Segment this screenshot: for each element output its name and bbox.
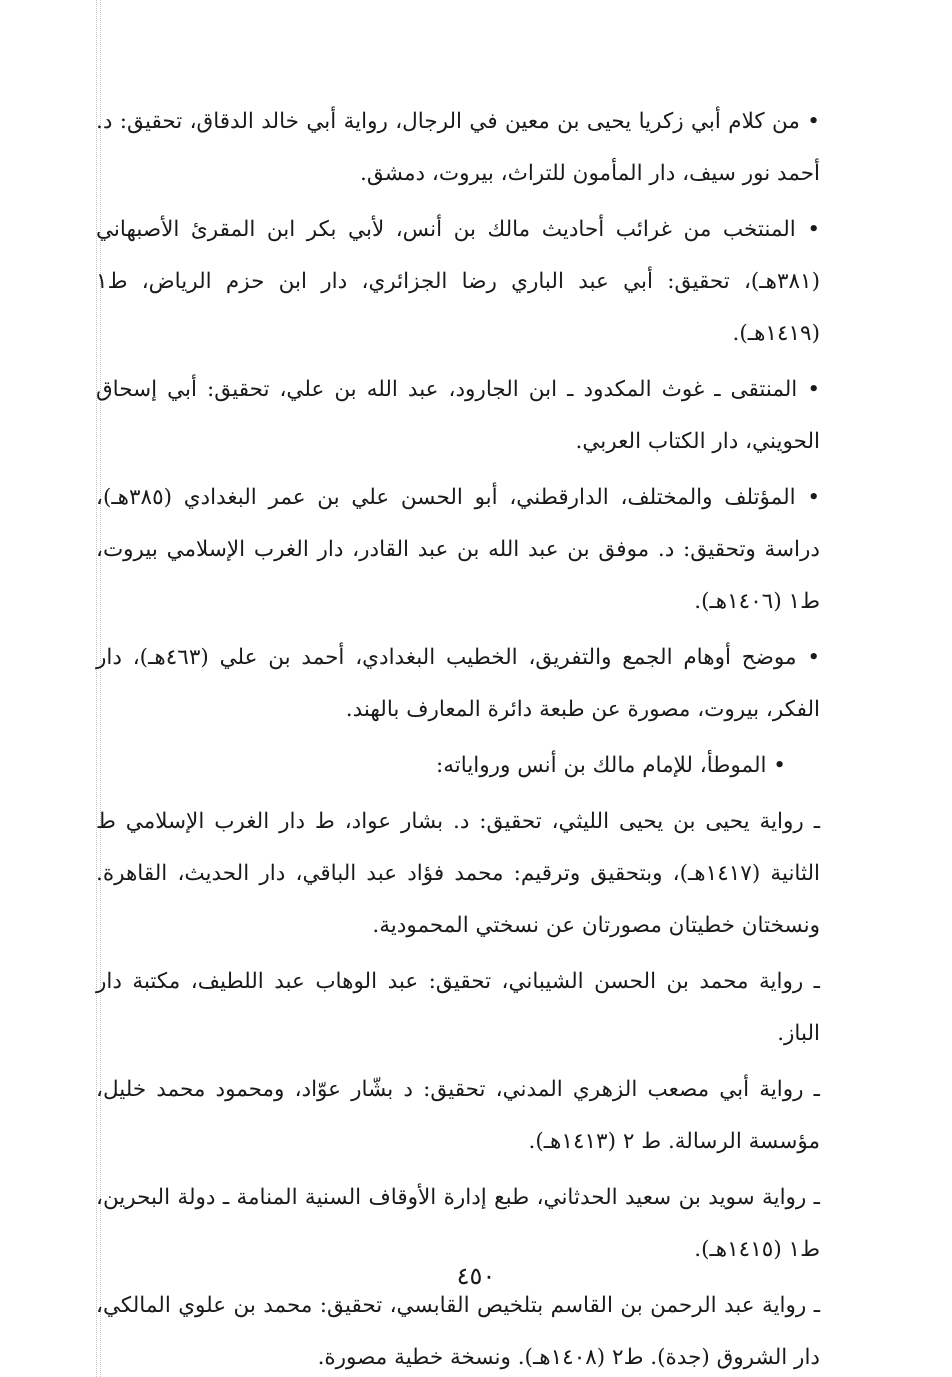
bibliography-entry: • من كلام أبي زكريا يحيى بن معين في الرجال، رواية أبي خالد الدقاق، تحقيق: د. أحمد نور سيف، دار المأمون للتراث، بيروت، دمشق. — [96, 109, 820, 186]
bibliography-sub-entry: ـ رواية محمد بن الحسن الشيباني، تحقيق: عبد الوهاب عبد اللطيف، مكتبة دار الباز. — [96, 969, 820, 1046]
bibliography-sub-entry: ـ رواية سويد بن سعيد الحدثاني، طبع إدارة الأوقاف السنية المنامة ـ دولة البحرين، ط١ (١٤١٥هـ). — [96, 1185, 820, 1262]
bibliography-sub-entry: ـ رواية عبد الرحمن بن القاسم بتلخيص القابسي، تحقيق: محمد بن علوي المالكي، دار الشروق (جدة). ط٢ (١٤٠٨هـ). ونسخة خطية مصورة. — [96, 1293, 820, 1370]
bibliography-entry: • المؤتلف والمختلف، الدارقطني، أبو الحسن علي بن عمر البغدادي (٣٨٥هـ)، دراسة وتحقيق: د. موفق بن عبد الله بن عبد القادر، دار الغرب الإسلامي بيروت، ط١ (١٤٠٦هـ). — [96, 485, 820, 614]
bibliography-list — [96, 96, 820, 1377]
bibliography-entry: • موضح أوهام الجمع والتفريق، الخطيب البغدادي، أحمد بن علي (٤٦٣هـ)، دار الفكر، بيروت، مصورة عن طبعة دائرة المعارف بالهند. — [96, 645, 820, 722]
bibliography-entry: • المنتخب من غرائب أحاديث مالك بن أنس، لأبي بكر ابن المقرئ الأصبهاني (٣٨١هـ)، تحقيق: أبي عبد الباري رضا الجزائري، دار ابن حزم الرياض، ط١ (١٤١٩هـ). — [96, 217, 820, 346]
bibliography-sub-entry: ـ رواية يحيى بن يحيى الليثي، تحقيق: د. بشار عواد، ط دار الغرب الإسلامي ط الثانية (١٤١٧هـ)، وبتحقيق وترقيم: محمد فؤاد عبد الباقي، دار الحديث، القاهرة. ونسختان خطيتان مصورتان عن نسختي المحمودية. — [96, 809, 820, 938]
bibliography-entry: • المنتقى ـ غوث المكدود ـ ابن الجارود، عبد الله بن علي، تحقيق: أبي إسحاق الحويني، دار الكتاب العربي. — [96, 377, 820, 454]
bibliography-entry: • الموطأ، للإمام مالك بن أنس ورواياته: — [436, 753, 786, 778]
page-number: ٤٥٠ — [456, 1262, 496, 1290]
bibliography-sub-entry: ـ رواية أبي مصعب الزهري المدني، تحقيق: د بشّار عوّاد، ومحمود محمد خليل، مؤسسة الرسالة. ط ٢ (١٤١٣هـ). — [96, 1077, 820, 1154]
